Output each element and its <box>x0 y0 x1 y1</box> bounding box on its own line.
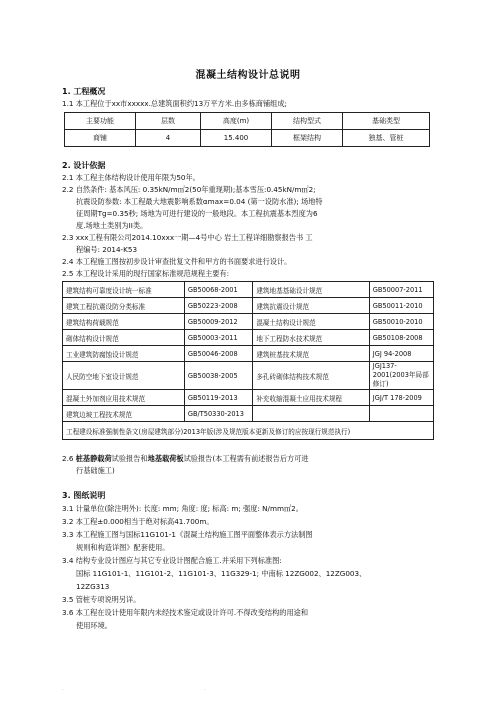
table-cell: 建筑边坡工程技术规范 <box>63 406 185 422</box>
table-cell: 建筑工程抗震设防分类标准 <box>63 298 185 314</box>
paragraph-2-6 <box>62 453 309 464</box>
table-cell: GB50009-2012 <box>184 314 252 330</box>
table-row <box>63 282 434 298</box>
table-row <box>63 422 434 440</box>
table-row <box>63 390 434 406</box>
table-cell: GB50068-2001 <box>184 282 252 298</box>
footer-mark-right: . <box>204 686 206 692</box>
paragraph-line: 2.4 本工程施工图按初步设计审查批复文件和甲方的书面要求进行设计。 <box>62 257 292 266</box>
table-cell: 补充收缩混凝土应用技术规程 <box>253 390 369 406</box>
paragraph-line: 3.4 结构专业设计图应与其它专业设计图配合施工.并采用下列标准图: <box>62 556 282 565</box>
paragraph-line: 程编号: 2014-K53 <box>76 245 138 254</box>
paragraph-line: 2.2 自然条件: 基本风压: 0.35kN/m㎡2(50年重现期);基本雪压:0.45kN/m㎡2; <box>62 185 316 194</box>
table-cell: 混凝土外加剂应用技术规范 <box>63 390 185 406</box>
table-cell: 4 <box>136 130 201 147</box>
table-cell: 砌体结构设计规范 <box>63 330 185 346</box>
table-cell: GB50223-2008 <box>184 298 252 314</box>
table-cell: 建筑地基基础设计规范 <box>253 282 369 298</box>
paragraph-line: 3.6 本工程在设计使用年限内未经技术鉴定或设计许可.不得改变结构的用途和 <box>62 608 309 617</box>
table-cell: 建筑结构可靠度设计统一标准 <box>63 282 185 298</box>
table-row <box>63 314 434 330</box>
paragraph-1-1: 1.1 本工程位于xx市xxxxx.总建筑面积约13万平方米.由多栋商铺组成; <box>62 99 287 108</box>
table-header-cell: 层数 <box>136 113 201 130</box>
table-cell: GB50011-2010 <box>369 298 433 314</box>
table-cell: 多孔砖砌体结构技术规范 <box>253 362 369 390</box>
table-row <box>65 130 430 147</box>
table-cell: 工程建设标准强制性条文(房屋建筑部分)2013年版(涉及规范版本更新及修订的应按现行规范执行) <box>63 422 434 440</box>
table-cell: 商铺 <box>65 130 136 147</box>
overview-table <box>64 112 430 147</box>
section-heading-3: 3. 图纸说明 <box>62 491 106 500</box>
table-cell <box>253 406 369 422</box>
paragraph-line: 抗震设防参数: 本工程最大地震影响系数αmax=0.04 (第一设防水准); 场地特 <box>76 197 323 206</box>
emphasis-text: 桩基静载荷 <box>75 454 112 463</box>
emphasis-text: 地基载荷板 <box>147 454 184 463</box>
paragraph-line: 规则和构造详图》配套使用。 <box>76 543 170 552</box>
paragraph-line: 2.3 xxx工程有限公司2014.10xxx一期—4号中心 岩土工程详细勘察报告书 工 <box>62 233 313 242</box>
paragraph-line: 3.1 计量单位(除注明外): 长度: mm; 角度: 度; 标高: m; 强度: N/mm㎡2。 <box>62 504 303 513</box>
table-cell: GB50038-2005 <box>184 362 252 390</box>
table-cell: 独基、管桩 <box>343 130 430 147</box>
table-header-cell: 高度(m) <box>201 113 272 130</box>
paragraph-line: 2.1 本工程主体结构设计使用年限为50年。 <box>62 173 200 182</box>
table-cell: 工业建筑防腐蚀设计规范 <box>63 346 185 362</box>
table-cell: JGJ/T 178-2009 <box>369 390 433 406</box>
codes-table <box>62 281 434 440</box>
table-cell: 建筑抗震设计规范 <box>253 298 369 314</box>
document-title: 混凝土结构设计总说明 <box>195 70 301 81</box>
table-cell: GB/T50330-2013 <box>184 406 252 422</box>
paragraph-line: 度.场地土类别为II类。 <box>76 221 148 230</box>
table-cell: GB50007-2011 <box>369 282 433 298</box>
table-cell: 建筑结构荷载规范 <box>63 314 185 330</box>
table-row <box>63 346 434 362</box>
paragraph-line: 3.2 本工程±0.000相当于绝对标高41.700m。 <box>62 517 214 526</box>
table-cell: 15.400 <box>201 130 272 147</box>
table-cell: JGJ 94-2008 <box>369 346 433 362</box>
table-cell: GB50108-2008 <box>369 330 433 346</box>
footer-mark-left: . <box>62 686 64 692</box>
table-row <box>63 298 434 314</box>
paragraph-text: 试验报告(本工程需有前述报告后方可进 <box>183 454 309 463</box>
section-heading-1: 1. 工程概况 <box>62 87 106 96</box>
paragraph-line: 2.5 本工程设计采用的现行国家标准规范规程主要有: <box>62 269 230 278</box>
table-cell: GB50010-2010 <box>369 314 433 330</box>
paragraph-line: 行基础施工) <box>76 466 115 475</box>
table-row <box>63 362 434 390</box>
table-cell: GB50003-2011 <box>184 330 252 346</box>
paragraph-number: 2.6 <box>62 454 76 463</box>
table-row <box>63 406 434 422</box>
table-cell: 人民防空地下室设计规范 <box>63 362 185 390</box>
table-header-cell: 基础类型 <box>343 113 430 130</box>
table-header-cell: 结构型式 <box>272 113 343 130</box>
table-cell <box>369 406 433 422</box>
paragraph-line: 国标 11G101-1、11G101-2、11G101-3、11G329-1; 中南标 12ZG002、12ZG003、 <box>76 569 367 578</box>
paragraph-line: 征周期Tg=0.35秒; 场地为可进行建设的一般地段。本工程抗震基本烈度为6 <box>76 209 318 218</box>
table-cell: GB50046-2008 <box>184 346 252 362</box>
table-cell: 框架结构 <box>272 130 343 147</box>
paragraph-text: 试验报告和 <box>111 454 148 463</box>
section-heading-2: 2. 设计依据 <box>62 161 106 170</box>
paragraph-line: 使用环境。 <box>76 621 112 630</box>
table-cell: 地下工程防水技术规范 <box>253 330 369 346</box>
table-header-cell: 主要功能 <box>65 113 136 130</box>
paragraph-line: 3.3 本工程施工图与国标11G101-1《混凝土结构施工图平面整体表示方法制图 <box>62 530 313 539</box>
table-cell: JGJ137-2001(2003年局部修订) <box>369 362 433 390</box>
table-row <box>63 330 434 346</box>
table-cell: 建筑桩基技术规范 <box>253 346 369 362</box>
table-cell: 混凝土结构设计规范 <box>253 314 369 330</box>
paragraph-line: 3.5 管桩专项说明另详。 <box>62 595 141 604</box>
table-cell: GB50119-2013 <box>184 390 252 406</box>
paragraph-line: 12ZG313 <box>76 582 110 591</box>
table-header-row <box>65 113 430 130</box>
